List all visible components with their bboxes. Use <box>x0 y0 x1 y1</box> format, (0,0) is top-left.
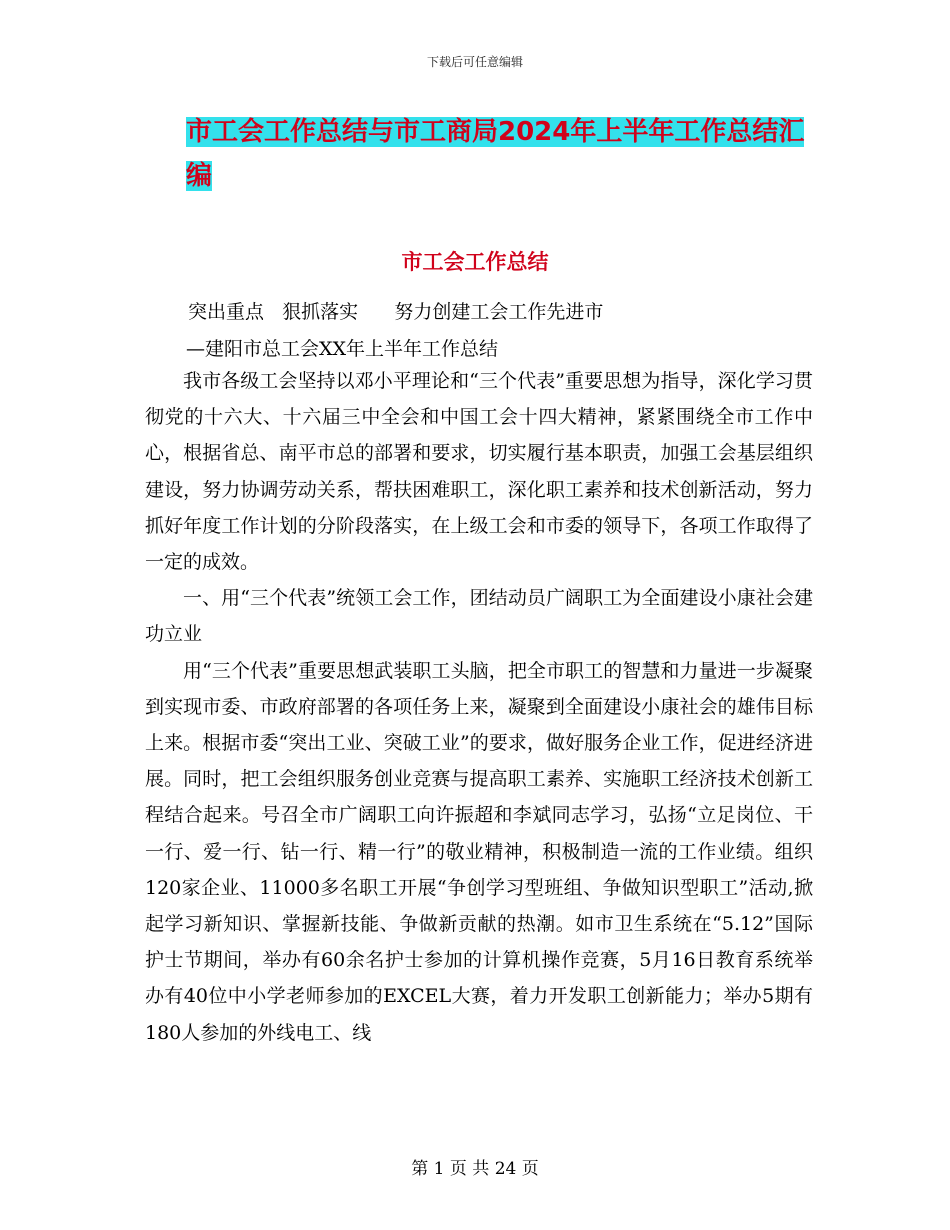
subtitle-line-2: —建阳市总工会XX年上半年工作总结 <box>186 338 499 360</box>
page-footer: 第 1 页 共 24 页 <box>411 1159 539 1179</box>
document-title-text: 市工会工作总结与市工商局2024年上半年工作总结汇编 <box>186 117 805 191</box>
section-title: 市工会工作总结 <box>401 250 549 274</box>
header-note: 下载后可任意编辑 <box>426 55 523 69</box>
subtitle-line-1: 突出重点 狠抓落实 努力创建工会工作先进市 <box>188 301 604 323</box>
paragraph: 用“三个代表”重要思想武装职工头脑，把全市职工的智慧和力量进一步凝聚到实现市委、市政府部署的各项任务上来，凝聚到全面建设小康社会的雄伟目标上来。根据市委“突出工业、突破工业”的要求，做好服务企业工作，促进经济进展。同时，把工会组织服务创业竞赛与提高职工素养、实施职工经济技术创新工程结合起来。号召全市广阔职工向许振超和李斌同志学习，弘扬“立足岗位、干一行、爱一行、钻一行、精一行”的敬业精神，积极制造一流的工作业绩。组织120家企业、11000多名职工开展“争创学习型班组、争做知识型职工”活动,掀起学习新知识、掌握新技能、争做新贡献的热潮。如市卫生系统在“5.12”国际护士节期间，举办有60余名护士参加的计算机操作竞赛，5月16日教育系统举办有40位中小学老师参加的EXCEL大赛，着力开发职工创新能力；举办5期有180人参加的外线电工、线 <box>145 659 813 1044</box>
document-title <box>186 110 816 198</box>
paragraph: 一、用“三个代表”统领工会工作，团结动员广阔职工为全面建设小康社会建功立业 <box>145 587 813 646</box>
body-text <box>145 363 813 1051</box>
paragraph: 我市各级工会坚持以邓小平理论和“三个代表”重要思想为指导，深化学习贯彻党的十六大、十六届三中全会和中国工会十四大精神，紧紧围绕全市工作中心，根据省总、南平市总的部署和要求，切实履行基本职责，加强工会基层组织建设，努力协调劳动关系，帮扶困难职工，深化职工素养和技术创新活动，努力抓好年度工作计划的分阶段落实，在上级工会和市委的领导下，各项工作取得了一定的成效。 <box>145 370 813 574</box>
